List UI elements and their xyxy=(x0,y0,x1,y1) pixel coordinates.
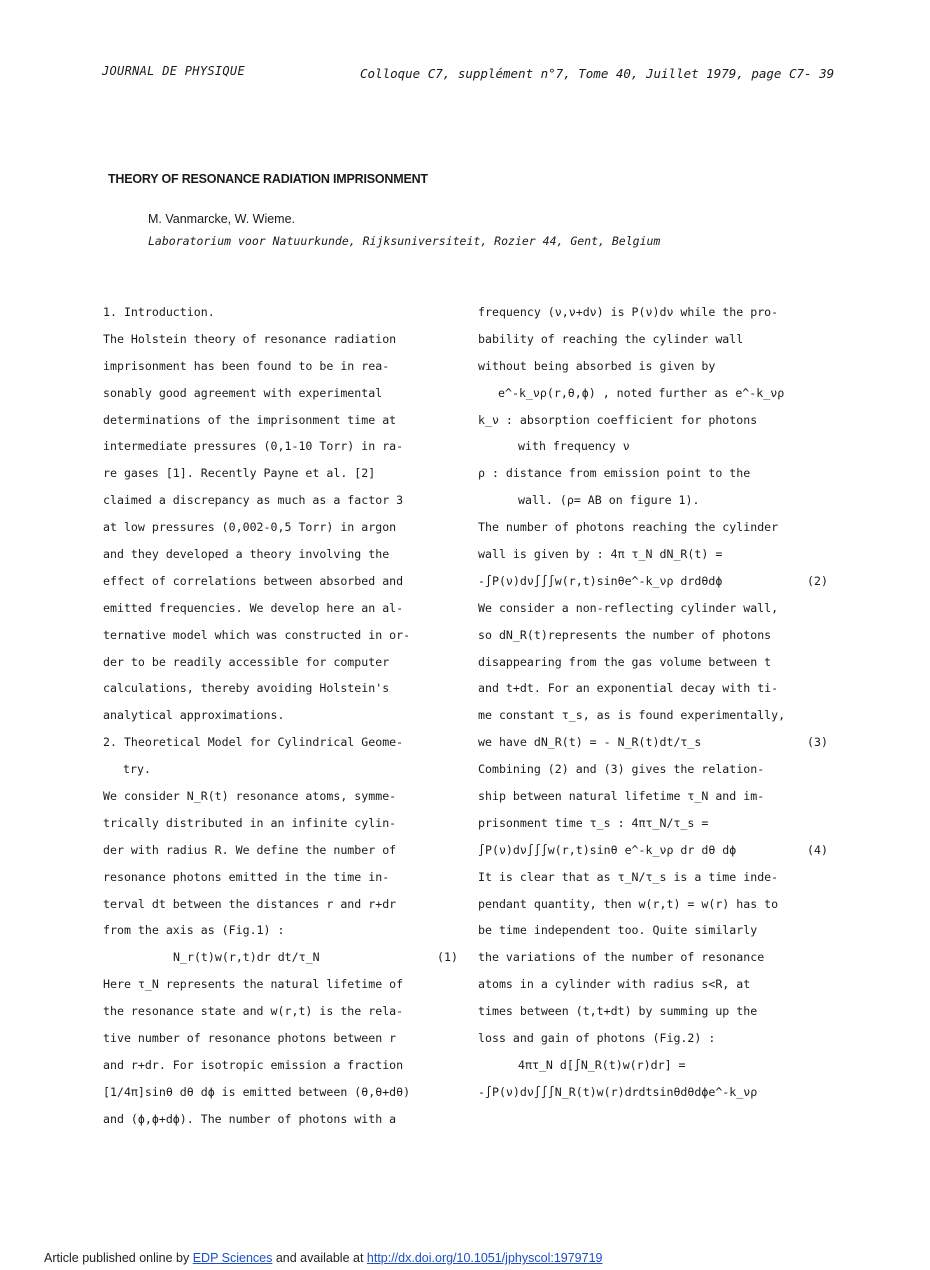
section-heading-cont: try. xyxy=(123,762,151,777)
footer-prefix: Article published online by xyxy=(44,1251,193,1265)
text-line: re gases [1]. Recently Payne et al. [2] xyxy=(103,466,376,481)
text-line: prisonment time τ_s : 4πτ_N/τ_s = xyxy=(478,815,709,830)
text-line: with frequency ν xyxy=(518,439,630,454)
text-line: resonance photons emitted in the time in- xyxy=(103,869,390,884)
text-line: analytical approximations. xyxy=(103,708,285,723)
text-line: We consider N_R(t) resonance atoms, symme- xyxy=(103,789,397,804)
text-line: wall is given by : 4π τ_N dN_R(t) = xyxy=(478,547,723,562)
text-line: The number of photons reaching the cylinder xyxy=(478,520,779,535)
text-line: terval dt between the distances r and r+dr xyxy=(103,896,397,911)
text-line: 1. Introduction. xyxy=(103,305,215,319)
text-line: frequency (ν,ν+dν) is P(ν)dν while the pro- xyxy=(478,305,779,319)
text-line: ρ : distance from emission point to the xyxy=(478,466,751,481)
text-line: sonably good agreement with experimental xyxy=(103,385,383,400)
text-line: me constant τ_s, as is found experimentally, xyxy=(478,708,786,723)
equation-4 xyxy=(478,841,838,868)
text-line: emitted frequencies. We develop here an al- xyxy=(103,600,404,615)
text-line: intermediate pressures (0,1-10 Torr) in ra- xyxy=(103,439,404,454)
text-line: It is clear that as τ_N/τ_s is a time inde- xyxy=(478,869,779,884)
text-line: Here τ_N represents the natural lifetime of xyxy=(103,977,404,992)
text-line: and r+dr. For isotropic emission a fraction xyxy=(103,1057,404,1072)
equation-text: we have dN_R(t) = - N_R(t)dt/τ_s xyxy=(478,735,702,750)
publication-footer xyxy=(44,1251,602,1265)
journal-name: JOURNAL DE PHYSIQUE xyxy=(102,64,245,78)
citation-line: Colloque C7, supplément n°7, Tome 40, Juillet 1979, page C7- 39 xyxy=(360,66,835,81)
text-line: der to be readily accessible for computer xyxy=(103,654,390,669)
text-line: bability of reaching the cylinder wall xyxy=(478,331,744,346)
text-line: the variations of the number of resonance xyxy=(478,950,765,965)
paper-authors: M. Vanmarcke, W. Wieme. xyxy=(148,212,296,226)
equation-text: N_r(t)w(r,t)dr dt/τ_N xyxy=(173,950,320,965)
equation-number: (4) xyxy=(807,842,828,857)
text-line: The Holstein theory of resonance radiation xyxy=(103,331,397,346)
text-line: claimed a discrepancy as much as a factor 3 xyxy=(103,493,404,508)
text-line: wall. (ρ= AB on figure 1). xyxy=(518,493,700,508)
text-line: der with radius R. We define the number of xyxy=(103,842,397,857)
equation-1 xyxy=(103,948,468,975)
text-line: calculations, thereby avoiding Holstein's xyxy=(103,681,390,696)
text-line: determinations of the imprisonment time at xyxy=(103,412,397,427)
text-line: from the axis as (Fig.1) : xyxy=(103,923,285,938)
equation-text: -∫P(ν)dν∫∫∫w(r,t)sinθe^-k_νρ drdθdϕ xyxy=(478,573,723,588)
text-line: ternative model which was constructed in or- xyxy=(103,627,411,642)
equation-line: -∫P(ν)dν∫∫∫N_R(t)w(r)drdtsinθdθdϕe^-k_νρ xyxy=(478,1084,758,1099)
text-line: so dN_R(t)represents the number of photons xyxy=(478,627,772,642)
text-line: pendant quantity, then w(r,t) = w(r) has to xyxy=(478,896,779,911)
text-line: times between (t,t+dt) by summing up the xyxy=(478,1004,758,1019)
text-line: imprisonment has been found to be in rea- xyxy=(103,358,390,373)
text-line: loss and gain of photons (Fig.2) : xyxy=(478,1031,716,1046)
doi-link[interactable]: http://dx.doi.org/10.1051/jphyscol:1979719 xyxy=(366,1251,603,1265)
text-line: We consider a non-reflecting cylinder wall, xyxy=(478,600,779,615)
text-line: be time independent too. Quite similarly xyxy=(478,923,758,938)
paper-affiliation: Laboratorium voor Natuurkunde, Rijksuniversiteit, Rozier 44, Gent, Belgium xyxy=(148,234,661,248)
text-line: and t+dt. For an exponential decay with ti- xyxy=(478,681,779,696)
text-line: [1/4π]sinθ dθ dϕ is emitted between (θ,θ+dθ) xyxy=(103,1084,411,1099)
equation-text: ∫P(ν)dν∫∫∫w(r,t)sinθ e^-k_νρ dr dθ dϕ xyxy=(478,842,737,857)
text-line: trically distributed in an infinite cylin- xyxy=(103,815,397,830)
text-line: effect of correlations between absorbed and xyxy=(103,573,404,588)
text-line: at low pressures (0,002-0,5 Torr) in argon xyxy=(103,520,397,535)
text-line: the resonance state and w(r,t) is the rela- xyxy=(103,1004,404,1019)
equation-number: (1) xyxy=(437,950,458,965)
footer-middle: and available at xyxy=(272,1251,367,1265)
left-column xyxy=(103,303,468,1137)
text-line: tive number of resonance photons between r xyxy=(103,1031,397,1046)
equation-line: 4πτ_N d[∫N_R(t)w(r)dr] = xyxy=(518,1057,686,1072)
text-line: ship between natural lifetime τ_N and im- xyxy=(478,789,765,804)
paper-title: THEORY OF RESONANCE RADIATION IMPRISONMENT xyxy=(108,172,428,186)
equation-number: (3) xyxy=(807,735,828,750)
section-heading: 2. Theoretical Model for Cylindrical Geome- xyxy=(103,735,404,750)
right-column xyxy=(478,303,838,1110)
text-line: atoms in a cylinder with radius s<R, at xyxy=(478,977,751,992)
text-line: without being absorbed is given by xyxy=(478,358,716,373)
equation-3 xyxy=(478,733,838,760)
equation-2 xyxy=(478,572,838,599)
text-line: and (ϕ,ϕ+dϕ). The number of photons with a xyxy=(103,1111,397,1126)
text-line: disappearing from the gas volume between t xyxy=(478,654,772,669)
equation-number: (2) xyxy=(807,573,828,588)
text-line: e^-k_νρ(r,θ,ϕ) , noted further as e^-k_νρ xyxy=(498,385,785,400)
text-line: Combining (2) and (3) gives the relation- xyxy=(478,762,765,777)
publisher-link[interactable]: EDP Sciences xyxy=(192,1251,273,1265)
text-line: k_ν : absorption coefficient for photons xyxy=(478,412,758,427)
text-line: and they developed a theory involving the xyxy=(103,547,390,562)
